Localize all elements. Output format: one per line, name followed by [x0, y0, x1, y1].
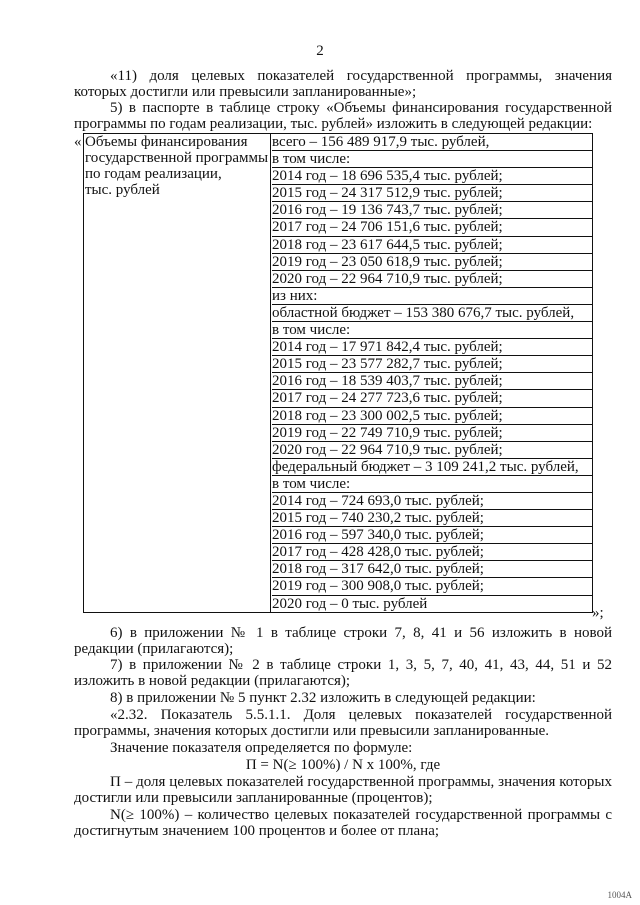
table-close-quote: »; [592, 605, 604, 621]
appendix-2-paragraph: 7) в приложении № 2 в таблице строки 1, 3, 5, 7, 40, 41, 43, 44, 51 и 52 изложить в новой редакции (прилагаются); [74, 657, 612, 690]
financing-value-line: 2015 год – 24 317 512,9 тыс. рублей; [272, 185, 592, 202]
financing-value-line: 2020 год – 0 тыс. рублей [272, 595, 428, 612]
page-number: 2 [316, 43, 324, 59]
financing-value-line: в том числе: [272, 322, 592, 339]
financing-value-line: 2017 год – 428 428,0 тыс. рублей; [272, 544, 592, 561]
table-open-quote: « [74, 134, 82, 150]
financing-value-line: 2018 год – 317 642,0 тыс. рублей; [272, 561, 592, 578]
formula-intro-paragraph: Значение показателя определяется по формуле: [110, 740, 413, 756]
financing-value-line: 2014 год – 18 696 535,4 тыс. рублей; [272, 168, 592, 185]
financing-value-line: 2017 год – 24 277 723,6 тыс. рублей; [272, 390, 592, 407]
definition-p-paragraph: П – доля целевых показателей государственной программы, значения которых достигли или превысили запланированные (процентов); [74, 774, 612, 807]
financing-value-line: 2014 год – 724 693,0 тыс. рублей; [272, 493, 592, 510]
financing-value-line: 2019 год – 300 908,0 тыс. рублей; [272, 578, 592, 595]
formula: П = N(≥ 100%) / N x 100%, где [245, 757, 441, 773]
financing-value-line: 2016 год – 18 539 403,7 тыс. рублей; [272, 373, 592, 390]
passport-amendment-paragraph: 5) в паспорте в таблице строку «Объемы финансирования государственной программы по годам реализации, тыс. рублей» изложить в следующей редакции: [74, 100, 612, 133]
financing-value-line: в том числе: [272, 476, 592, 493]
financing-value-line: 2019 год – 23 050 618,9 тыс. рублей; [272, 254, 592, 271]
definition-n-paragraph: N(≥ 100%) – количество целевых показателей государственной программы с достигнутым значением 100 процентов и более от плана; [74, 807, 612, 840]
financing-values-cell [271, 134, 593, 613]
financing-value-line: 2015 год – 23 577 282,7 тыс. рублей; [272, 356, 592, 373]
item-11-paragraph: «11) доля целевых показателей государственной программы, значения которых достигли или превысили запланированные»; [74, 68, 612, 101]
financing-label-line: тыс. рублей [85, 182, 160, 199]
financing-label-line: по годам реализации, [85, 166, 222, 183]
financing-value-line: областной бюджет – 153 380 676,7 тыс. рублей, [272, 305, 592, 322]
financing-value-line: 2015 год – 740 230,2 тыс. рублей; [272, 510, 592, 527]
financing-value-line: 2020 год – 22 964 710,9 тыс. рублей; [272, 271, 592, 288]
financing-label-line: государственной программы [85, 150, 269, 167]
indicator-2-32-paragraph: «2.32. Показатель 5.5.1.1. Доля целевых показателей государственной программы, значения которых достигли или превысили запланированные. [74, 707, 612, 740]
financing-value-line: из них: [272, 288, 592, 305]
financing-value-line: 2016 год – 19 136 743,7 тыс. рублей; [272, 202, 592, 219]
appendix-1-paragraph: 6) в приложении № 1 в таблице строки 7, 8, 41 и 56 изложить в новой редакции (прилагаются); [74, 625, 612, 658]
financing-value-line: федеральный бюджет – 3 109 241,2 тыс. рублей, [272, 459, 592, 476]
appendix-5-paragraph: 8) в приложении № 5 пункт 2.32 изложить в следующей редакции: [110, 690, 536, 706]
financing-value-line: в том числе: [272, 151, 592, 168]
financing-value-line: всего – 156 489 917,9 тыс. рублей, [272, 134, 592, 151]
financing-table [83, 133, 593, 613]
financing-value-line: 2014 год – 17 971 842,4 тыс. рублей; [272, 339, 592, 356]
corner-mark: 1004A [607, 889, 632, 900]
financing-label-cell [84, 134, 271, 613]
financing-value-line: 2019 год – 22 749 710,9 тыс. рублей; [272, 425, 592, 442]
financing-value-line: 2016 год – 597 340,0 тыс. рублей; [272, 527, 592, 544]
financing-value-line: 2018 год – 23 617 644,5 тыс. рублей; [272, 237, 592, 254]
table-row [84, 134, 593, 613]
financing-value-line: 2018 год – 23 300 002,5 тыс. рублей; [272, 408, 592, 425]
financing-label-line: Объемы финансирования [85, 134, 248, 150]
financing-value-line: 2020 год – 22 964 710,9 тыс. рублей; [272, 442, 592, 459]
financing-value-line: 2017 год – 24 706 151,6 тыс. рублей; [272, 219, 592, 236]
